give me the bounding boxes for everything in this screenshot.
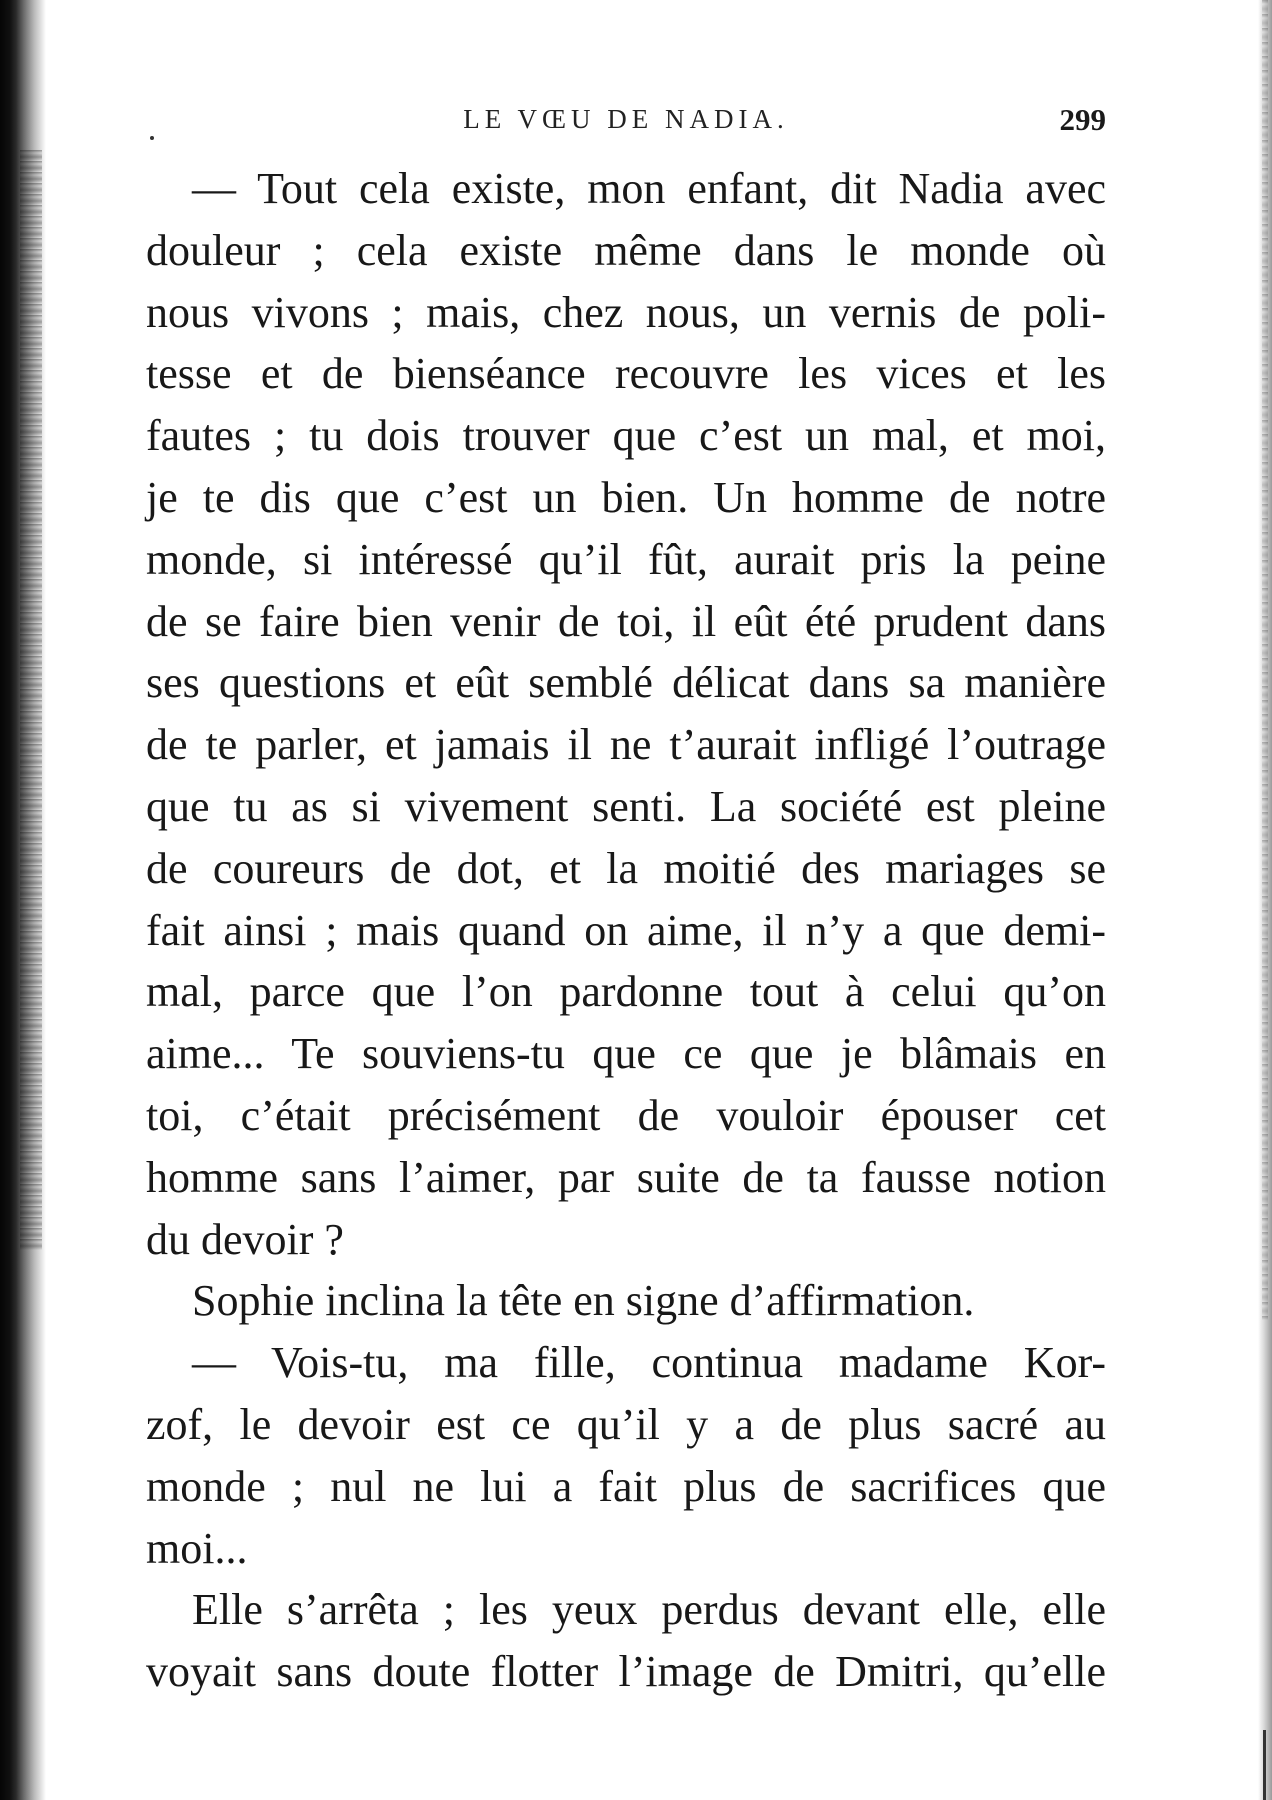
book-page	[146, 96, 1106, 1703]
text-line: de coureurs de dot, et la moitié des mariages se	[146, 843, 1106, 893]
text-line: ses questions et eût semblé délicat dans sa manière	[146, 658, 1106, 708]
text-line: aime... Te souviens-tu que ce que je blâmais en	[146, 1029, 1106, 1079]
text-line: monde, si intéressé qu’il fût, aurait pris la peine	[146, 534, 1106, 584]
text-line: tesse et de bienséance recouvre les vices et les	[146, 349, 1106, 399]
text-line: moi...	[146, 1523, 248, 1573]
ink-dot	[150, 136, 154, 140]
scan-edge-right-mark	[1262, 0, 1268, 1320]
body-text	[146, 158, 1106, 1703]
text-line: du devoir ?	[146, 1214, 344, 1264]
text-line: fautes ; tu dois trouver que c’est un mal, et moi,	[146, 411, 1106, 461]
text-line: — Tout cela existe, mon enfant, dit Nadia avec	[192, 164, 1106, 213]
running-head	[146, 96, 1106, 152]
scan-binding-speckle	[20, 150, 42, 1250]
text-line: nous vivons ; mais, chez nous, un vernis de poli-	[146, 287, 1106, 337]
text-line: mal, parce que l’on pardonne tout à celui qu’on	[146, 967, 1106, 1017]
text-line: — Vois-tu, ma fille, continua madame Kor-	[192, 1338, 1106, 1388]
text-line: douleur ; cela existe même dans le monde où	[146, 225, 1106, 275]
text-line: voyait sans doute flotter l’image de Dmitri, qu’elle	[146, 1647, 1106, 1697]
text-line: de te parler, et jamais il ne t’aurait infligé l’outrage	[146, 720, 1106, 770]
running-title: LE VŒU DE NADIA.	[463, 104, 789, 134]
text-line: fait ainsi ; mais quand on aime, il n’y a que demi-	[146, 905, 1106, 955]
text-line: Elle s’arrêta ; les yeux perdus devant elle, elle	[192, 1585, 1106, 1635]
scan-edge-right-bottom	[1263, 1730, 1266, 1800]
text-line: monde ; nul ne lui a fait plus de sacrifices que	[146, 1461, 1106, 1511]
text-line: que tu as si vivement senti. La société est pleine	[146, 781, 1106, 831]
page-number: 299	[1059, 102, 1106, 137]
text-line: homme sans l’aimer, par suite de ta fausse notion	[146, 1152, 1106, 1202]
text-line: de se faire bien venir de toi, il eût été prudent dans	[146, 596, 1106, 646]
text-line: je te dis que c’est un bien. Un homme de notre	[146, 472, 1106, 522]
text-line: toi, c’était précisément de vouloir épouser cet	[146, 1090, 1106, 1140]
text-line: Sophie inclina la tête en signe d’affirmation.	[192, 1276, 975, 1326]
text-line: zof, le devoir est ce qu’il y a de plus sacré au	[146, 1399, 1106, 1449]
